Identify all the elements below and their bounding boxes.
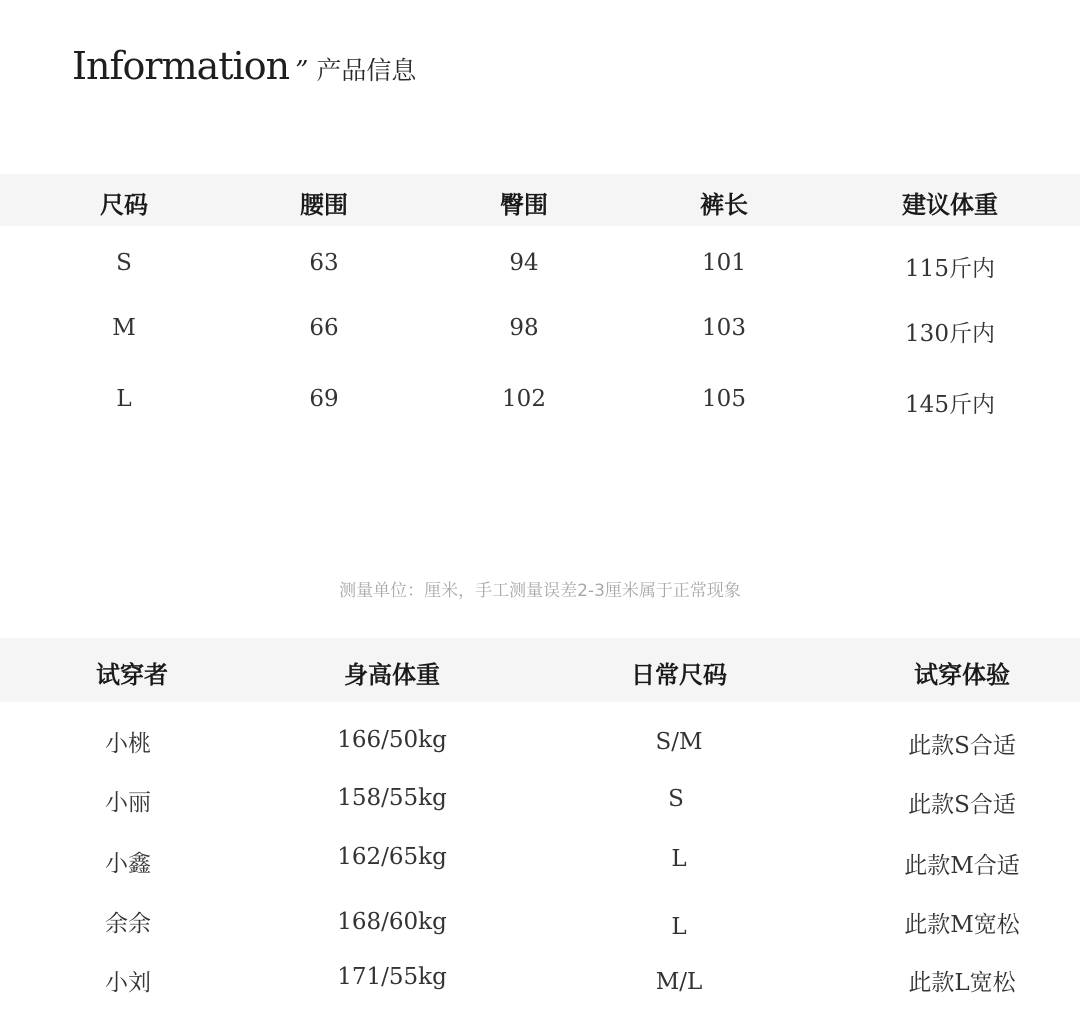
table-cell: 余余 xyxy=(105,911,151,937)
table-cell: 103 xyxy=(702,315,746,341)
table-cell: S/M xyxy=(655,729,703,755)
size-header-length: 裤长 xyxy=(700,191,748,219)
table-cell: M xyxy=(112,315,136,341)
table-cell: 162/65kg xyxy=(337,844,447,870)
table-cell: 171/55kg xyxy=(337,964,447,990)
table-cell: 101 xyxy=(702,250,746,276)
table-cell: 66 xyxy=(309,315,339,341)
tryon-header-tester: 试穿者 xyxy=(96,661,168,689)
table-cell: 63 xyxy=(309,250,339,276)
table-cell: 98 xyxy=(509,315,539,341)
table-cell: 小刘 xyxy=(105,970,151,996)
title-chinese: 产品信息 xyxy=(316,56,417,85)
table-cell: 115斤内 xyxy=(905,256,995,282)
title-quote-mark: ” xyxy=(295,56,309,86)
table-cell: 此款S合适 xyxy=(908,792,1016,818)
table-cell: 此款M宽松 xyxy=(904,912,1020,938)
table-cell: 此款M合适 xyxy=(904,853,1020,879)
table-cell: 小鑫 xyxy=(105,851,151,877)
table-cell: 此款L宽松 xyxy=(908,970,1016,996)
table-cell: 105 xyxy=(702,386,746,412)
table-cell: 145斤内 xyxy=(905,392,995,418)
table-cell: M/L xyxy=(655,969,703,995)
tryon-header-daily-size: 日常尺码 xyxy=(631,661,727,689)
measurement-note: 测量单位：厘米，手工测量误差2-3厘米属于正常现象 xyxy=(339,581,741,601)
table-cell: 130斤内 xyxy=(905,321,995,347)
table-cell: L xyxy=(116,386,132,412)
tryon-header-height-weight: 身高体重 xyxy=(344,661,440,689)
table-cell: S xyxy=(668,786,684,812)
table-cell: L xyxy=(671,846,687,872)
table-cell: 此款S合适 xyxy=(908,733,1016,759)
table-cell: 小丽 xyxy=(105,790,151,816)
size-header-waist: 腰围 xyxy=(300,191,348,219)
page-title xyxy=(72,44,416,96)
table-cell: L xyxy=(671,914,687,940)
size-header-weight: 建议体重 xyxy=(902,191,998,219)
table-cell: 小桃 xyxy=(105,731,151,757)
size-header-size: 尺码 xyxy=(100,191,148,219)
title-english: Information xyxy=(72,44,290,88)
table-cell: 94 xyxy=(509,250,539,276)
table-cell: 166/50kg xyxy=(337,727,447,753)
table-cell: 168/60kg xyxy=(337,909,447,935)
table-cell: 158/55kg xyxy=(337,785,447,811)
table-cell: S xyxy=(116,250,132,276)
table-cell: 102 xyxy=(502,386,546,412)
tryon-header-experience: 试穿体验 xyxy=(914,661,1010,689)
size-header-hip: 臀围 xyxy=(500,191,548,219)
table-cell: 69 xyxy=(309,386,339,412)
